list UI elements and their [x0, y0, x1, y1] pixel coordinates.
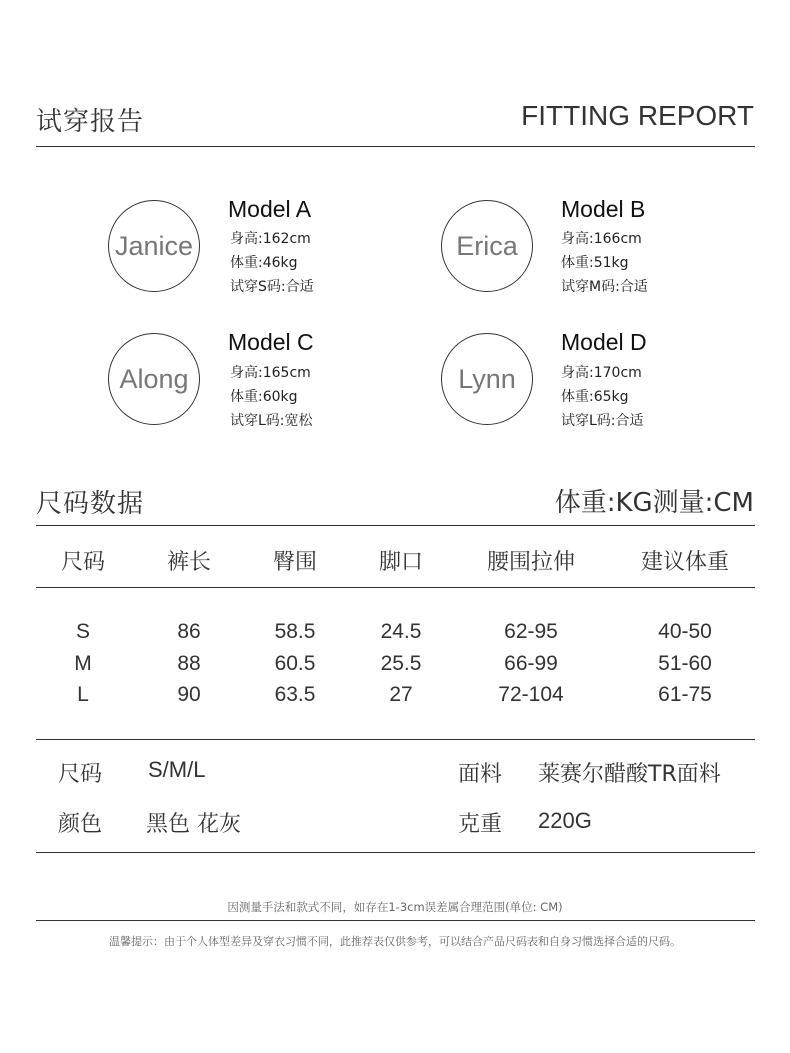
report-title-cn: 试穿报告	[36, 107, 145, 137]
size-label: 尺码	[58, 762, 103, 787]
model-height: 身高:170cm	[561, 365, 642, 381]
table-cell: 25.5	[380, 652, 422, 675]
model-height: 身高:162cm	[230, 231, 311, 247]
column-header: 臀围	[272, 550, 317, 575]
table-cell: L	[77, 683, 89, 706]
model-name: Model C	[228, 329, 314, 355]
info-bottom-rule	[36, 852, 755, 853]
table-cell: 72-104	[498, 683, 564, 706]
tip-note: 温馨提示：由于个人体型差异及穿衣习惯不同，此推荐表仅供参考，可以结合产品尺码表和自身习惯选择合适的尺码。	[109, 935, 681, 948]
size-table-top-rule	[36, 525, 755, 526]
fabric-value: 莱赛尔醋酸TR面料	[538, 762, 721, 787]
model-avatar-circle: Along	[108, 333, 200, 425]
color-value: 黑色 花灰	[146, 812, 241, 837]
color-label: 颜色	[58, 812, 103, 837]
column-header: 尺码	[60, 550, 105, 575]
table-cell: 66-99	[504, 652, 558, 675]
fabric-label: 面料	[458, 762, 503, 787]
column-header: 腰围拉伸	[486, 550, 575, 575]
table-cell: 86	[177, 620, 201, 643]
model-weight: 体重:46kg	[230, 255, 298, 271]
table-cell: 60.5	[274, 652, 316, 675]
size-section-title: 尺码数据	[36, 489, 145, 519]
model-avatar-circle: Erica	[441, 200, 533, 292]
model-avatar-circle: Lynn	[441, 333, 533, 425]
model-weight: 体重:60kg	[230, 389, 298, 405]
column-header: 裤长	[166, 550, 211, 575]
model-name: Model D	[561, 329, 647, 355]
column-header: 脚口	[378, 550, 423, 575]
model-name: Model A	[228, 196, 312, 222]
model-weight: 体重:65kg	[561, 389, 629, 405]
table-cell: M	[74, 652, 92, 675]
table-cell: S	[75, 620, 90, 643]
table-cell: 62-95	[504, 620, 558, 643]
table-cell: 88	[177, 652, 201, 675]
table-cell: 40-50	[658, 620, 712, 643]
table-cell: 24.5	[380, 620, 422, 643]
header-divider	[36, 146, 755, 147]
model-fit: 试穿L码:宽松	[230, 413, 313, 429]
size-units: 体重:KG测量:CM	[554, 488, 754, 518]
table-cell: 58.5	[274, 620, 316, 643]
table-cell: 61-75	[658, 683, 712, 706]
model-fit: 试穿L码:合适	[561, 413, 644, 429]
table-cell: 90	[177, 683, 201, 706]
size-value: S/M/L	[148, 757, 206, 782]
model-fit: 试穿S码:合适	[230, 279, 314, 295]
model-name: Model B	[561, 196, 646, 222]
column-header: 建议体重	[640, 550, 729, 575]
info-top-rule	[36, 739, 755, 740]
model-avatar-circle: Janice	[108, 200, 200, 292]
size-table-header-rule	[36, 587, 755, 588]
model-weight: 体重:51kg	[561, 255, 629, 271]
notes-divider	[36, 920, 755, 921]
table-cell: 63.5	[274, 683, 316, 706]
table-cell: 51-60	[658, 652, 712, 675]
gram-weight-label: 克重	[458, 812, 503, 837]
gram-weight-value: 220G	[538, 808, 592, 833]
model-height: 身高:165cm	[230, 365, 311, 381]
measurement-note: 因测量手法和款式不同，如存在1-3cm误差属合理范围(单位: CM)	[227, 900, 563, 914]
model-fit: 试穿M码:合适	[561, 279, 648, 295]
report-title-en: FITTING REPORT	[521, 100, 754, 131]
table-cell: 27	[389, 683, 413, 706]
model-height: 身高:166cm	[561, 231, 642, 247]
